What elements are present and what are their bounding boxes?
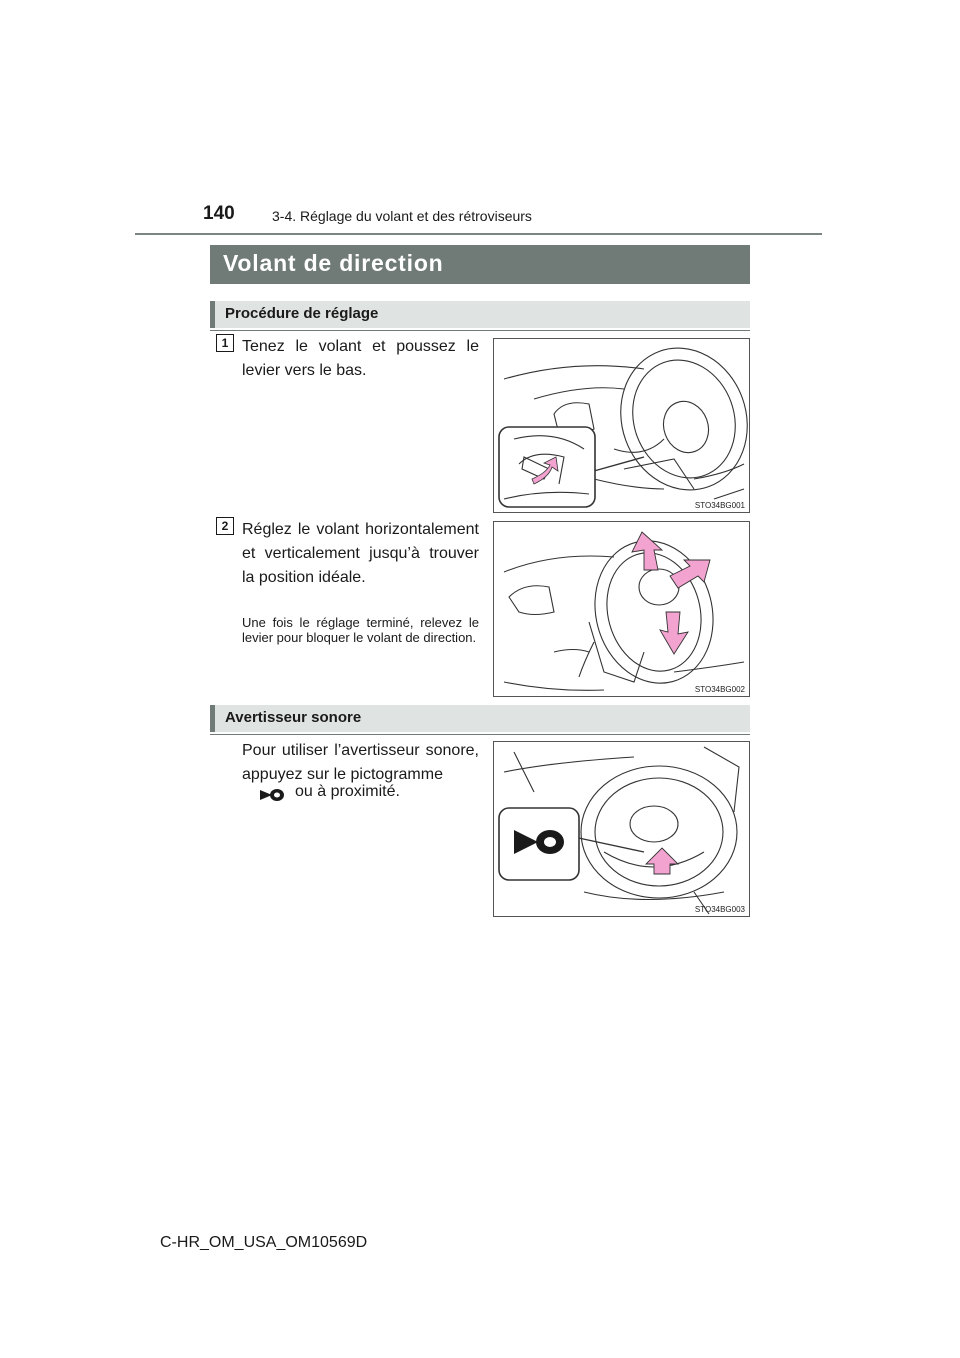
horn-text-end: ou à proximité.: [295, 783, 400, 800]
document-code: C-HR_OM_USA_OM10569D: [160, 1234, 368, 1251]
horn-steering-illustration: [494, 742, 749, 916]
arrow-down-icon: [660, 612, 688, 654]
steering-lever-illustration: [494, 339, 749, 512]
horn-icon: [258, 787, 286, 808]
step-2-text: Réglez le volant horizontalement et verticalement jusqu’à trouver la position idéale.: [242, 521, 479, 586]
step-2-note: Une fois le réglage terminé, relevez le levier pour bloquer le volant de direction.: [242, 615, 479, 645]
arrow-up-icon: [632, 532, 662, 570]
header-rule: [135, 233, 822, 235]
figure-code: STO34BG003: [694, 905, 745, 914]
subheading-horn: Avertisseur sonore: [210, 705, 750, 732]
step-1-text: Tenez le volant et poussez le levier vers le bas.: [242, 338, 479, 379]
figure-adjust-directions: [493, 521, 750, 697]
breadcrumb: 3-4. Réglage du volant et des rétroviseurs: [272, 208, 532, 224]
page-number: 140: [203, 203, 235, 224]
section-title: Volant de direction: [210, 245, 750, 284]
step-number-1: 1: [216, 334, 234, 352]
figure-lever-down: [493, 338, 750, 513]
step-number-2: 2: [216, 517, 234, 535]
figure-code: STO34BG001: [694, 501, 745, 510]
horn-text: Pour utiliser l’avertisseur sonore, appuyez sur le pictogramme: [242, 742, 479, 783]
figure-code: STO34BG002: [694, 685, 745, 694]
figure-horn: [493, 741, 750, 917]
arrow-up-icon: [646, 848, 678, 874]
steering-adjust-illustration: [494, 522, 749, 696]
subheading-adjustment: Procédure de réglage: [210, 301, 750, 328]
